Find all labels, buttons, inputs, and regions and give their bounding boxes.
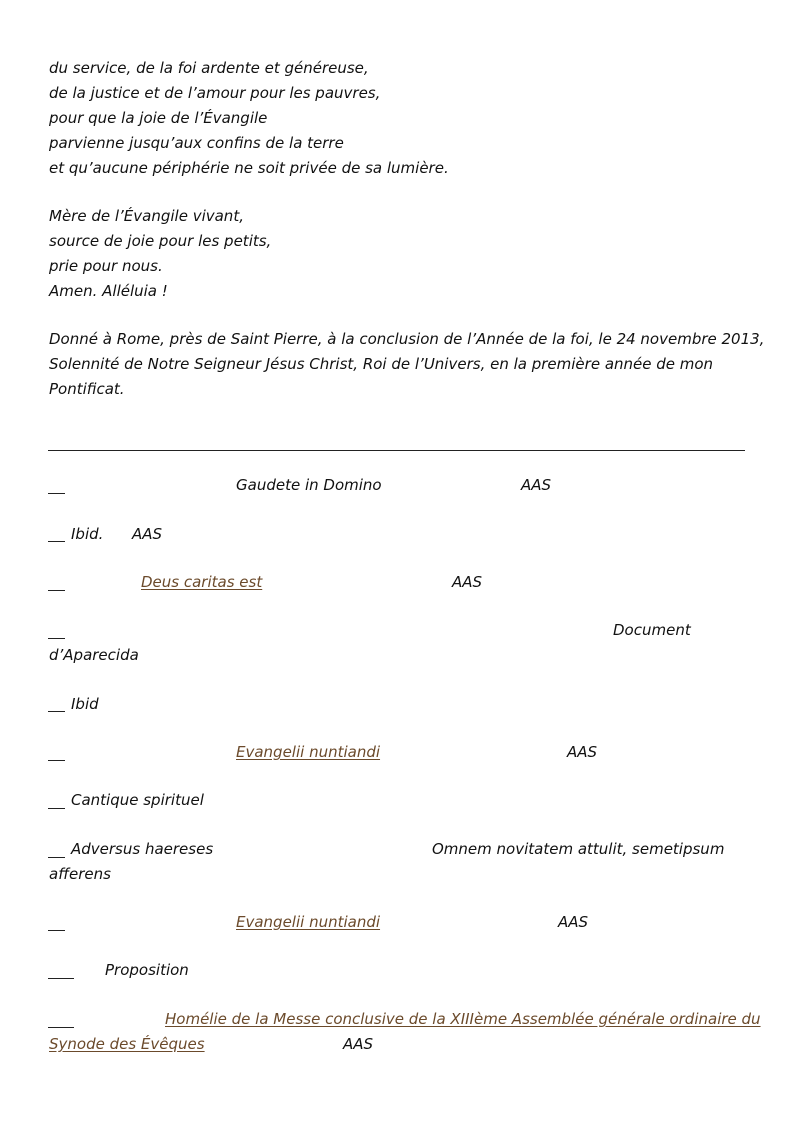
footnote-text: Proposition (105, 961, 189, 979)
footnote-marker (48, 930, 65, 931)
footnote-document-cont: d’Aparecida (49, 646, 139, 664)
footnote-aas: AAS (521, 476, 552, 494)
prayer-line: prie pour nous. (49, 257, 163, 275)
footnote-marker (48, 857, 65, 858)
prayer-line: et qu’aucune périphérie ne soit privée de sa lumière. (49, 159, 449, 177)
prayer-line: Mère de l’Évangile vivant, (49, 207, 244, 225)
footnote-marker (48, 541, 65, 542)
footnote-title: Gaudete in Domino (236, 476, 382, 494)
footnote-ibid: Ibid (71, 695, 99, 713)
footnote-ibid: Ibid. (71, 525, 104, 543)
footnote-link-homelie[interactable]: Homélie de la Messe conclusive de la XIIIème Assemblée générale ordinaire du (165, 1010, 761, 1028)
footnote-marker (48, 493, 65, 494)
footnote-link-homelie-cont[interactable]: Synode des Évêques (49, 1035, 205, 1053)
footnote-aas: AAS (567, 743, 598, 761)
prayer-line: du service, de la foi ardente et généreuse, (49, 59, 369, 77)
footnote-marker (48, 760, 65, 761)
footnote-text: Cantique spirituel (71, 791, 204, 809)
prayer-line: parvienne jusqu’aux confins de la terre (49, 134, 344, 152)
footnote-marker (48, 978, 74, 979)
prayer-line: pour que la joie de l’Évangile (49, 109, 268, 127)
footnote-aas: AAS (343, 1035, 374, 1053)
footnote-link-deus-caritas-est[interactable]: Deus caritas est (141, 573, 263, 591)
closing-line: Pontificat. (49, 380, 125, 398)
footnote-aas: AAS (558, 913, 589, 931)
footnote-link-evangelii-nuntiandi[interactable]: Evangelii nuntiandi (236, 743, 381, 761)
footnote-text: Adversus haereses (71, 840, 214, 858)
footnote-aas: AAS (132, 525, 163, 543)
closing-line: Solennité de Notre Seigneur Jésus Christ, Roi de l’Univers, en la première année de mon (49, 355, 714, 373)
prayer-line: source de joie pour les petits, (49, 232, 272, 250)
prayer-line: Amen. Alléluia ! (49, 282, 168, 300)
footnote-marker (48, 638, 65, 639)
prayer-line: de la justice et de l’amour pour les pauvres, (49, 84, 381, 102)
closing-line: Donné à Rome, près de Saint Pierre, à la conclusion de l’Année de la foi, le 24 novembre 2013, (49, 330, 765, 348)
footnote-document: Document (613, 621, 691, 639)
footnote-link-evangelii-nuntiandi[interactable]: Evangelii nuntiandi (236, 913, 381, 931)
footnote-aas: AAS (452, 573, 483, 591)
footnote-separator (48, 450, 745, 451)
footnote-quote: Omnem novitatem attulit, semetipsum (432, 840, 725, 858)
footnote-marker (48, 711, 65, 712)
footnote-marker (48, 590, 65, 591)
footnote-marker (48, 808, 65, 809)
footnote-marker (48, 1027, 74, 1028)
footnote-quote-cont: afferens (49, 865, 111, 883)
